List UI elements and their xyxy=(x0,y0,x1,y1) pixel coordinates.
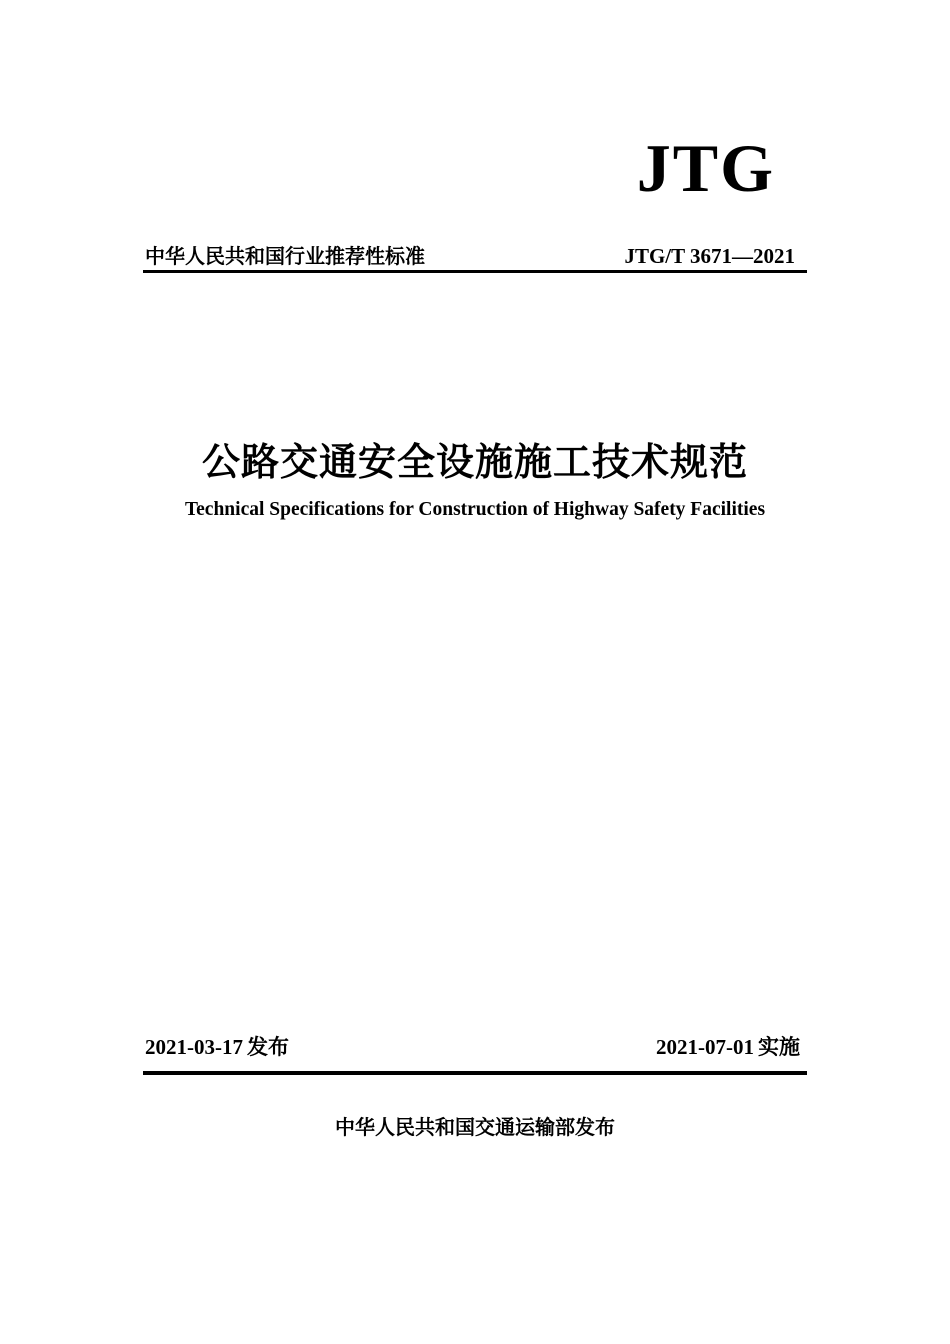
issue-date: 2021-03-17 xyxy=(145,1035,243,1059)
footer-divider xyxy=(143,1071,807,1075)
standard-type: 中华人民共和国行业推荐性标准 xyxy=(145,244,425,268)
effective-date: 2021-07-01 xyxy=(656,1035,754,1059)
jtg-logo: JTG xyxy=(636,130,775,206)
header-divider xyxy=(143,270,807,273)
document-title-english: Technical Specifications for Construction of Highway Safety Facilities xyxy=(184,499,766,520)
issue-date-block xyxy=(145,1032,289,1062)
effective-date-block xyxy=(656,1032,800,1062)
standard-code: JTG/T 3671—2021 xyxy=(624,244,795,268)
publisher: 中华人民共和国交通运输部发布 xyxy=(335,1115,615,1139)
document-title-chinese: 公路交通安全设施施工技术规范 xyxy=(201,440,748,484)
issue-label: 发布 xyxy=(247,1035,289,1059)
effective-label: 实施 xyxy=(758,1035,800,1059)
